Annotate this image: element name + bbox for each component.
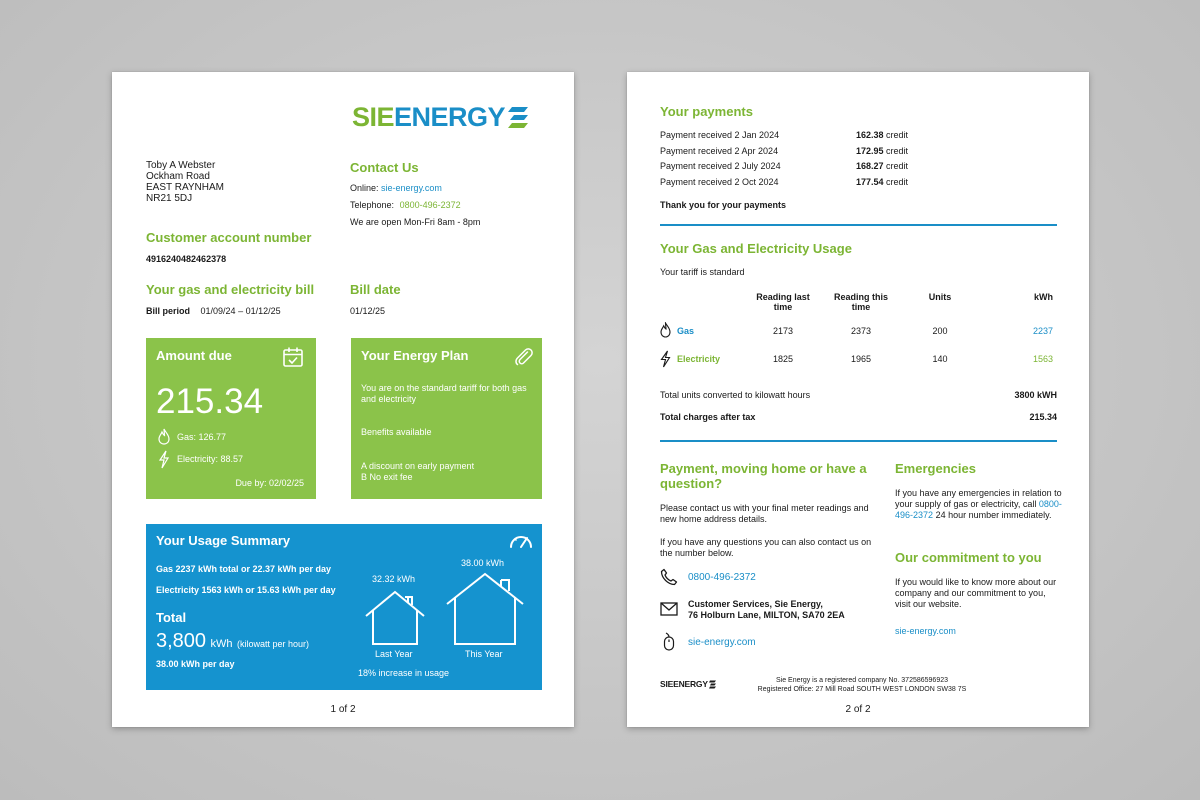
emergencies-text: [895, 488, 1063, 521]
footer-line-2: Registered Office: 27 Mill Road SOUTH WEST LONDON SW38 7S: [757, 686, 967, 693]
footer-line-1: Sie Energy is a registered company No. 372586596923: [776, 677, 948, 684]
online-link[interactable]: sie-energy.com: [381, 183, 442, 193]
energy-plan-benefits: Benefits available: [361, 427, 432, 437]
payments-list: [660, 130, 960, 193]
amount-due-value: 215.34: [156, 382, 264, 421]
online-label: Online:: [350, 183, 379, 193]
account-section: [146, 230, 311, 265]
total-units-value: 3800 kWH: [1014, 390, 1057, 400]
last-year-house-icon: [362, 588, 428, 646]
row-kwh: 2237: [1032, 326, 1053, 336]
paperclip-icon: [513, 346, 533, 366]
amount-due-title: Amount due: [156, 348, 232, 363]
moving-web-link[interactable]: sie-energy.com: [688, 637, 756, 648]
usage-summary-title: Your Usage Summary: [156, 533, 291, 548]
contact-heading: Contact Us: [350, 160, 419, 175]
this-year-label: This Year: [465, 649, 503, 659]
footer-registration: [752, 676, 972, 694]
energy-plan-box: [351, 338, 542, 499]
payments-heading: Your payments: [660, 104, 753, 119]
contact-section: [350, 160, 480, 228]
payment-amount: 172.95 credit: [856, 145, 909, 156]
usage-gas-line: Gas 2237 kWh total or 22.37 kWh per day: [156, 564, 332, 574]
emergencies-heading: Emergencies: [895, 461, 976, 476]
col-reading-this: Reading this time: [833, 292, 888, 312]
mouse-icon: [662, 632, 676, 652]
last-year-label: Last Year: [375, 649, 413, 659]
usage-heading: Your Gas and Electricity Usage: [660, 241, 852, 256]
payment-label: Payment received 2 Jan 2024: [660, 130, 780, 140]
footer-logo-text: SIEENERGY: [660, 679, 708, 689]
service-address-line-1: Customer Services, Sie Energy,: [688, 599, 823, 609]
bill-section: [146, 282, 314, 317]
page-number-2: 2 of 2: [845, 704, 871, 715]
usage-total-unit-note: (kilowatt per hour): [236, 639, 309, 649]
usage-per-day: 38.00 kWh per day: [156, 659, 235, 669]
bill-date-value: 01/12/25: [350, 306, 386, 316]
usage-summary-box: [146, 524, 542, 690]
account-heading: Customer account number: [146, 230, 312, 245]
commitment-link[interactable]: sie-energy.com: [895, 626, 956, 636]
payment-row: [660, 161, 960, 177]
energy-plan-title: Your Energy Plan: [361, 348, 469, 363]
phone-icon: [660, 568, 678, 586]
usage-total-label: Total: [156, 610, 187, 625]
moving-heading: Payment, moving home or have a question?: [660, 461, 867, 491]
row-name: Gas: [677, 326, 695, 336]
col-reading-last: Reading last time: [756, 292, 810, 312]
bill-period: [146, 306, 314, 317]
calendar-check-icon: [282, 346, 304, 368]
amount-gas: Gas: 126.77: [177, 432, 227, 442]
moving-phone-link[interactable]: 0800-496-2372: [688, 572, 756, 583]
usage-row-electricity: [660, 346, 1057, 374]
payment-amount: 177.54 credit: [856, 177, 909, 188]
this-year-value: 38.00 kWh: [461, 558, 505, 568]
payments-thanks: Thank you for your payments: [660, 200, 787, 210]
bill-page-1: [112, 72, 574, 727]
telephone-link[interactable]: 0800-496-2372: [399, 200, 461, 210]
usage-electricity-line: Electricity 1563 kWh or 15.63 kWh per day: [156, 585, 336, 595]
footer-logo: [660, 679, 716, 689]
bill-period-value: 01/09/24 – 01/12/25: [200, 306, 281, 316]
usage-total-value: 3,800: [156, 630, 207, 652]
moving-para-2: If you have any questions you can also contact us on the number below.: [660, 537, 872, 558]
row-last: 1825: [772, 354, 794, 364]
logo-part-sie: SIE: [352, 102, 395, 132]
contact-online: [350, 183, 480, 194]
row-name: Electricity: [677, 354, 721, 364]
tariff-text: Your tariff is standard: [660, 267, 745, 277]
payment-label: Payment received 2 Apr 2024: [660, 145, 779, 156]
commitment-text: If you would like to know more about our company and our commitment to you, visit our website.: [895, 577, 1057, 609]
payment-amount: 168.27 credit: [856, 161, 909, 172]
address-line-2: EAST RAYNHAM: [146, 182, 224, 193]
total-charges-label: Total charges after tax: [660, 412, 756, 422]
customer-address: [146, 160, 224, 204]
payment-row: [660, 177, 960, 193]
divider: [660, 440, 1057, 442]
amount-electricity: Electricity: 88.57: [177, 454, 244, 464]
due-by-date: Due by: 02/02/25: [235, 478, 304, 488]
energy-plan-discount: A discount on early payment: [361, 461, 475, 471]
payment-label: Payment received 2 July 2024: [660, 161, 781, 172]
electricity-bolt-icon: [660, 350, 671, 368]
service-address: [688, 599, 845, 621]
energy-plan-exit-fee: B No exit fee: [361, 472, 413, 482]
bill-heading: Your gas and electricity bill: [146, 282, 315, 297]
total-charges-value: 215.34: [1029, 412, 1057, 422]
total-units-label: Total units converted to kilowatt hours: [660, 390, 811, 400]
service-address-line-2: 76 Holburn Lane, MILTON, SA70 2EA: [688, 610, 845, 620]
row-units: 200: [932, 326, 948, 336]
account-number: 4916240482462378: [146, 254, 227, 264]
logo-part-energy: ENERGY: [394, 102, 506, 132]
divider: [660, 224, 1057, 226]
row-units: 140: [932, 354, 948, 364]
row-kwh: 1563: [1032, 354, 1053, 364]
last-year-value: 32.32 kWh: [372, 574, 416, 584]
usage-total: [156, 630, 309, 653]
emergencies-text-after: 24 hour number immediately.: [935, 510, 1052, 520]
address-line-1: Ockham Road: [146, 171, 210, 182]
col-units: Units: [928, 292, 952, 302]
energy-plan-tariff: You are on the standard tariff for both gas and electricity: [361, 383, 527, 404]
bill-date-heading: Bill date: [350, 282, 401, 297]
contact-telephone: [350, 200, 480, 211]
opening-hours: We are open Mon-Fri 8am - 8pm: [350, 217, 481, 227]
usage-table: [660, 292, 1057, 374]
usage-increase: 18% increase in usage: [358, 668, 450, 678]
emergencies-phone-link[interactable]: 0800-496-2372: [895, 499, 1062, 520]
bill-date-section: [350, 282, 401, 317]
bill-page-2: [627, 72, 1089, 727]
row-this: 1965: [850, 354, 872, 364]
telephone-label: Telephone:: [350, 200, 395, 210]
amount-due-box: [146, 338, 316, 499]
address-line-3: NR21 5DJ: [146, 193, 193, 204]
row-this: 2373: [850, 326, 872, 336]
sie-energy-logo: [352, 102, 530, 133]
page-number-1: 1 of 2: [330, 704, 356, 715]
payment-label: Payment received 2 Oct 2024: [660, 177, 779, 188]
payment-amount: 162.38 credit: [856, 130, 909, 140]
usage-table-header: [660, 292, 1057, 316]
usage-total-unit: kWh: [210, 638, 233, 650]
customer-name: Toby A Webster: [146, 160, 216, 171]
envelope-icon: [660, 602, 678, 616]
payment-row: [660, 130, 960, 146]
electricity-bolt-icon: [158, 450, 170, 469]
this-year-house-icon: [443, 570, 527, 646]
col-kwh: kWh: [1034, 292, 1053, 302]
commitment-heading: Our commitment to you: [895, 550, 1042, 565]
speedometer-icon: [508, 530, 534, 550]
payment-row: [660, 146, 960, 162]
moving-para-1: Please contact us with your final meter readings and new home address details.: [660, 503, 869, 524]
row-last: 2173: [772, 326, 794, 336]
emergencies-text-before: If you have any emergencies in relation to your supply of gas or electricity, call: [895, 488, 1062, 509]
gas-flame-icon: [158, 428, 170, 445]
gas-flame-icon: [660, 322, 671, 338]
bill-period-label: Bill period: [146, 306, 191, 316]
usage-row-gas: [660, 318, 1057, 346]
logo-stripes-icon: [508, 105, 530, 131]
footer-logo-stripes-icon: [709, 680, 716, 689]
